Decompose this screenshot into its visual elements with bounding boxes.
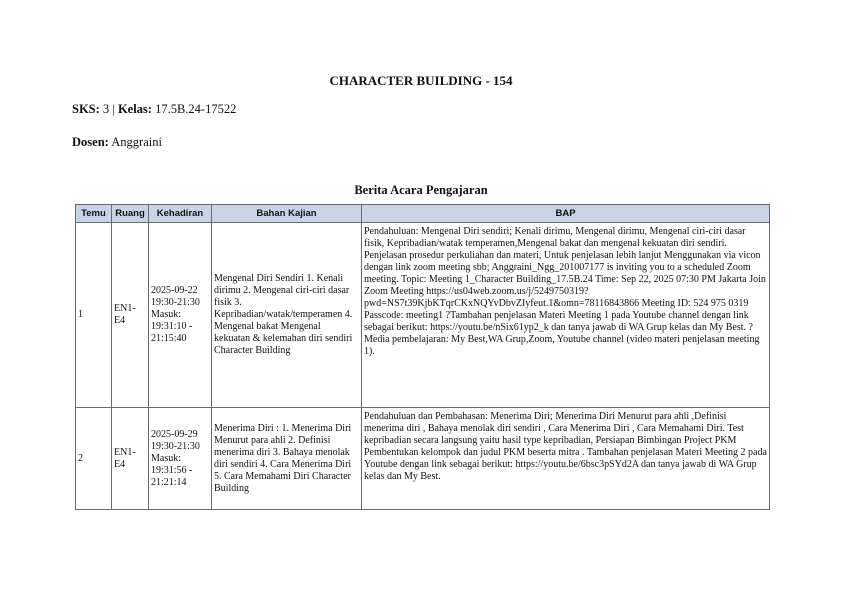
- course-info-line: [72, 102, 236, 117]
- cell-bap: Pendahuluan: Mengenal Diri sendiri; Kenali dirimu, Mengenal dirimu, Mengenal ciri-ciri dasar fisik, Kepribadian/watak temperamen,Mengenal bakat dan mengenal kekuatan diri sendiri. Penjelasan prosedur perkuliahan dan materi, Untuk penjelasan lebih lanjut Menggunakan via vicon dengan link zoom meeting sbb; Anggraini_Ngg_201007177 is inviting you to a scheduled Zoom meeting. Topic: Meeting 1_Character Building_17.5B.24 Time: Sep 22, 2025 07:30 PM Jakarta Join Zoom Meeting https://us04web.zoom.us/j/5249750319?pwd=NS7t39KjbKTqrCKxNQYvDbvZIyfeut.1&omn=78116843866 Meeting ID: 524 975 0319 Passcode: meeting1 ?Tambahan penjelasan Materi Meeting 1 pada Youtube channel dengan link sebagai berikut: https://youtu.be/nSix61yp2_k dan tanya jawab di WA Grup kelas dan My Best. ?Media pembelajaran: My Best,WA Grup,Zoom, Youtube channel (video materi penjelasan meeting 1).: [362, 223, 770, 408]
- cell-ruang: EN1-E4: [112, 223, 149, 408]
- cell-ruang: EN1-E4: [112, 408, 149, 510]
- cell-temu: 1: [76, 223, 112, 408]
- lecturer-line: [72, 135, 162, 150]
- section-title: Berita Acara Pengajaran: [354, 183, 488, 197]
- sks-label: SKS:: [72, 102, 100, 116]
- column-header-ruang: Ruang: [112, 205, 149, 223]
- dosen-value: Anggraini: [111, 135, 162, 149]
- column-header-temu: Temu: [76, 205, 112, 223]
- table-header-row: [76, 205, 770, 223]
- column-header-bahan-kajian: Bahan Kajian: [212, 205, 362, 223]
- dosen-label: Dosen:: [72, 135, 109, 149]
- cell-bap: Pendahuluan dan Pembahasan: Menerima Diri; Menerima Diri Menurut para ahli ,Definisi menerima diri , Bahaya menolak diri sendiri , Cara Menerima Diri , Cara Memahami Diri. Test kepribadian secara langsung yaitu hasil type kepribadian, Persiapan Bimbingan Project PKM Pembentukan kelompok dan judul PKM beserta mitra . Tambahan penjelasan Materi Meeting 2 pada Youtube dengan link sebagai berikut: https://youtu.be/6bsc3pSYd2A dan tanya jawab di WA Grup kelas dan My Best.: [362, 408, 770, 510]
- kelas-label: Kelas:: [117, 102, 152, 116]
- cell-kehadiran: 2025-09-22 19:30-21:30 Masuk: 19:31:10 - 21:15:40: [149, 223, 212, 408]
- column-header-bap: BAP: [362, 205, 770, 223]
- cell-kehadiran: 2025-09-29 19:30-21:30 Masuk: 19:31:56 - 21:21:14: [149, 408, 212, 510]
- table-row: [76, 223, 770, 408]
- separator: |: [112, 102, 115, 116]
- cell-bahan-kajian: Menerima Diri : 1. Menerima Diri Menurut para ahli 2. Definisi menerima diri 3. Bahaya menolak diri sendiri 4. Cara Menerima Diri 5. Cara Memahami Diri Character Building: [212, 408, 362, 510]
- kelas-value: 17.5B.24-17522: [155, 102, 237, 116]
- cell-temu: 2: [76, 408, 112, 510]
- page-title: CHARACTER BUILDING - 154: [329, 73, 513, 88]
- column-header-kehadiran: Kehadiran: [149, 205, 212, 223]
- table-row: [76, 408, 770, 510]
- cell-bahan-kajian: Mengenal Diri Sendiri 1. Kenali dirimu 2. Mengenal ciri-ciri dasar fisik 3. Kepribadian/watak/temperamen 4. Mengenal bakat Mengenal kekuatan & kelemahan diri sendiri Character Building: [212, 223, 362, 408]
- sks-value: 3: [102, 102, 110, 116]
- bap-table: [75, 204, 770, 510]
